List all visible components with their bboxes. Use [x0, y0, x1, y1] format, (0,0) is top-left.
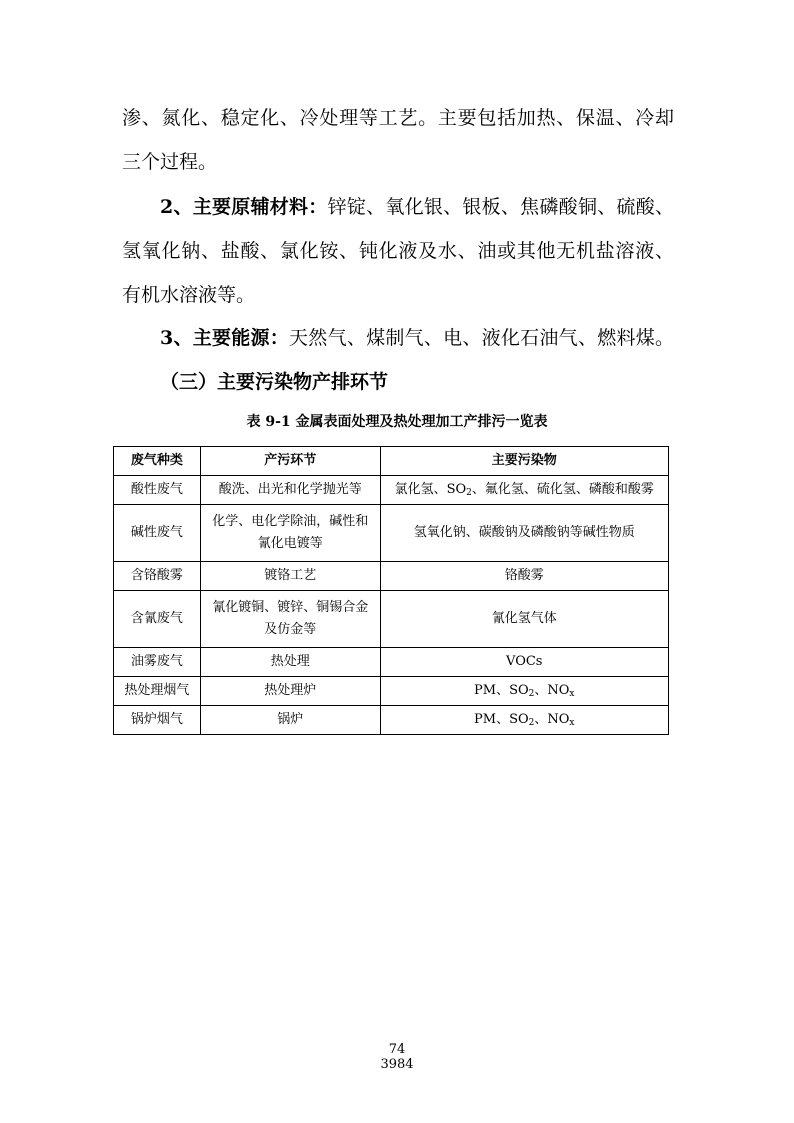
cell-gas-type: 油雾废气 [114, 648, 201, 677]
cell-pollutant: VOCs [380, 648, 668, 677]
energy-text: 天然气、煤制气、电、液化石油气、燃料煤。 [289, 327, 674, 349]
document-number: 3984 [380, 1057, 414, 1072]
subscript: x [569, 718, 575, 728]
section-heading: （三）主要污染物产排环节 [160, 371, 389, 393]
header-pollutant: 主要污染物 [380, 447, 668, 476]
subscript: 2 [528, 689, 535, 699]
paragraph-2-line-1 [160, 195, 674, 219]
cell-gas-type: 热处理烟气 [114, 677, 201, 706]
stage-line: 氰化电镀等 [257, 536, 323, 551]
stage-line: 化学、电化学除油，碱性和 [212, 514, 369, 529]
pollutant-table [113, 446, 669, 735]
cell-pollutant: 氰化氢气体 [380, 591, 668, 648]
stage-line: 氰化镀铜、镀锌、铜锡合金 [212, 600, 369, 615]
header-stage: 产污环节 [200, 447, 380, 476]
cell-pollutant [380, 476, 668, 505]
materials-label: 2、主要原辅材料： [160, 196, 328, 218]
stage-line: 及仿金等 [264, 622, 317, 637]
paragraph-1-line-1: 渗、氮化、稳定化、冷处理等工艺。主要包括加热、保温、冷却 [122, 107, 674, 129]
pollutant-text: PM、SO [474, 683, 529, 698]
table-row [114, 505, 669, 562]
pollutant-text: 、NO [534, 683, 570, 698]
table-row [114, 562, 669, 591]
table-row [114, 677, 669, 706]
pollutant-text: 、氟化氢、硫化氢、磷酸和酸雾 [471, 482, 654, 497]
paragraph-1-line-2: 三个过程。 [122, 151, 218, 173]
cell-pollutant: 氢氧化钠、碳酸钠及磷酸钠等碱性物质 [380, 505, 668, 562]
cell-stage [200, 591, 380, 648]
materials-text: 锌锭、氧化银、银板、焦磷酸铜、硫酸、 [327, 196, 674, 218]
header-gas-type: 废气种类 [114, 447, 201, 476]
subscript: x [569, 689, 575, 699]
paragraph-3-line-1 [160, 326, 674, 350]
pollutant-text: 、NO [534, 712, 570, 727]
table-row [114, 706, 669, 735]
page-number: 74 [388, 1042, 406, 1057]
table-caption: 表 9-1 金属表面处理及热处理加工产排污一览表 [246, 414, 548, 430]
pollutant-text: 氯化氢、SO [394, 482, 467, 497]
cell-pollutant [380, 677, 668, 706]
subscript: 2 [466, 488, 472, 498]
cell-stage: 锅炉 [200, 706, 380, 735]
subscript: 2 [528, 718, 535, 728]
paragraph-2-line-3: 有机水溶液等。 [122, 284, 256, 306]
cell-stage: 热处理 [200, 648, 380, 677]
table-header-row [114, 447, 669, 476]
cell-gas-type: 酸性废气 [114, 476, 201, 505]
table-row [114, 591, 669, 648]
table-row [114, 476, 669, 505]
pollutant-text: PM、SO [474, 712, 529, 727]
cell-stage [200, 505, 380, 562]
cell-gas-type: 锅炉烟气 [114, 706, 201, 735]
cell-stage: 酸洗、出光和化学抛光等 [200, 476, 380, 505]
cell-gas-type: 含氰废气 [114, 591, 201, 648]
cell-stage: 热处理炉 [200, 677, 380, 706]
cell-pollutant: 铬酸雾 [380, 562, 668, 591]
table-row [114, 648, 669, 677]
paragraph-2-line-2: 氢氧化钠、盐酸、氯化铵、钝化液及水、油或其他无机盐溶液、 [122, 240, 674, 262]
cell-stage: 镀铬工艺 [200, 562, 380, 591]
cell-pollutant [380, 706, 668, 735]
cell-gas-type: 碱性废气 [114, 505, 201, 562]
cell-gas-type: 含铬酸雾 [114, 562, 201, 591]
energy-label: 3、主要能源： [160, 327, 290, 349]
